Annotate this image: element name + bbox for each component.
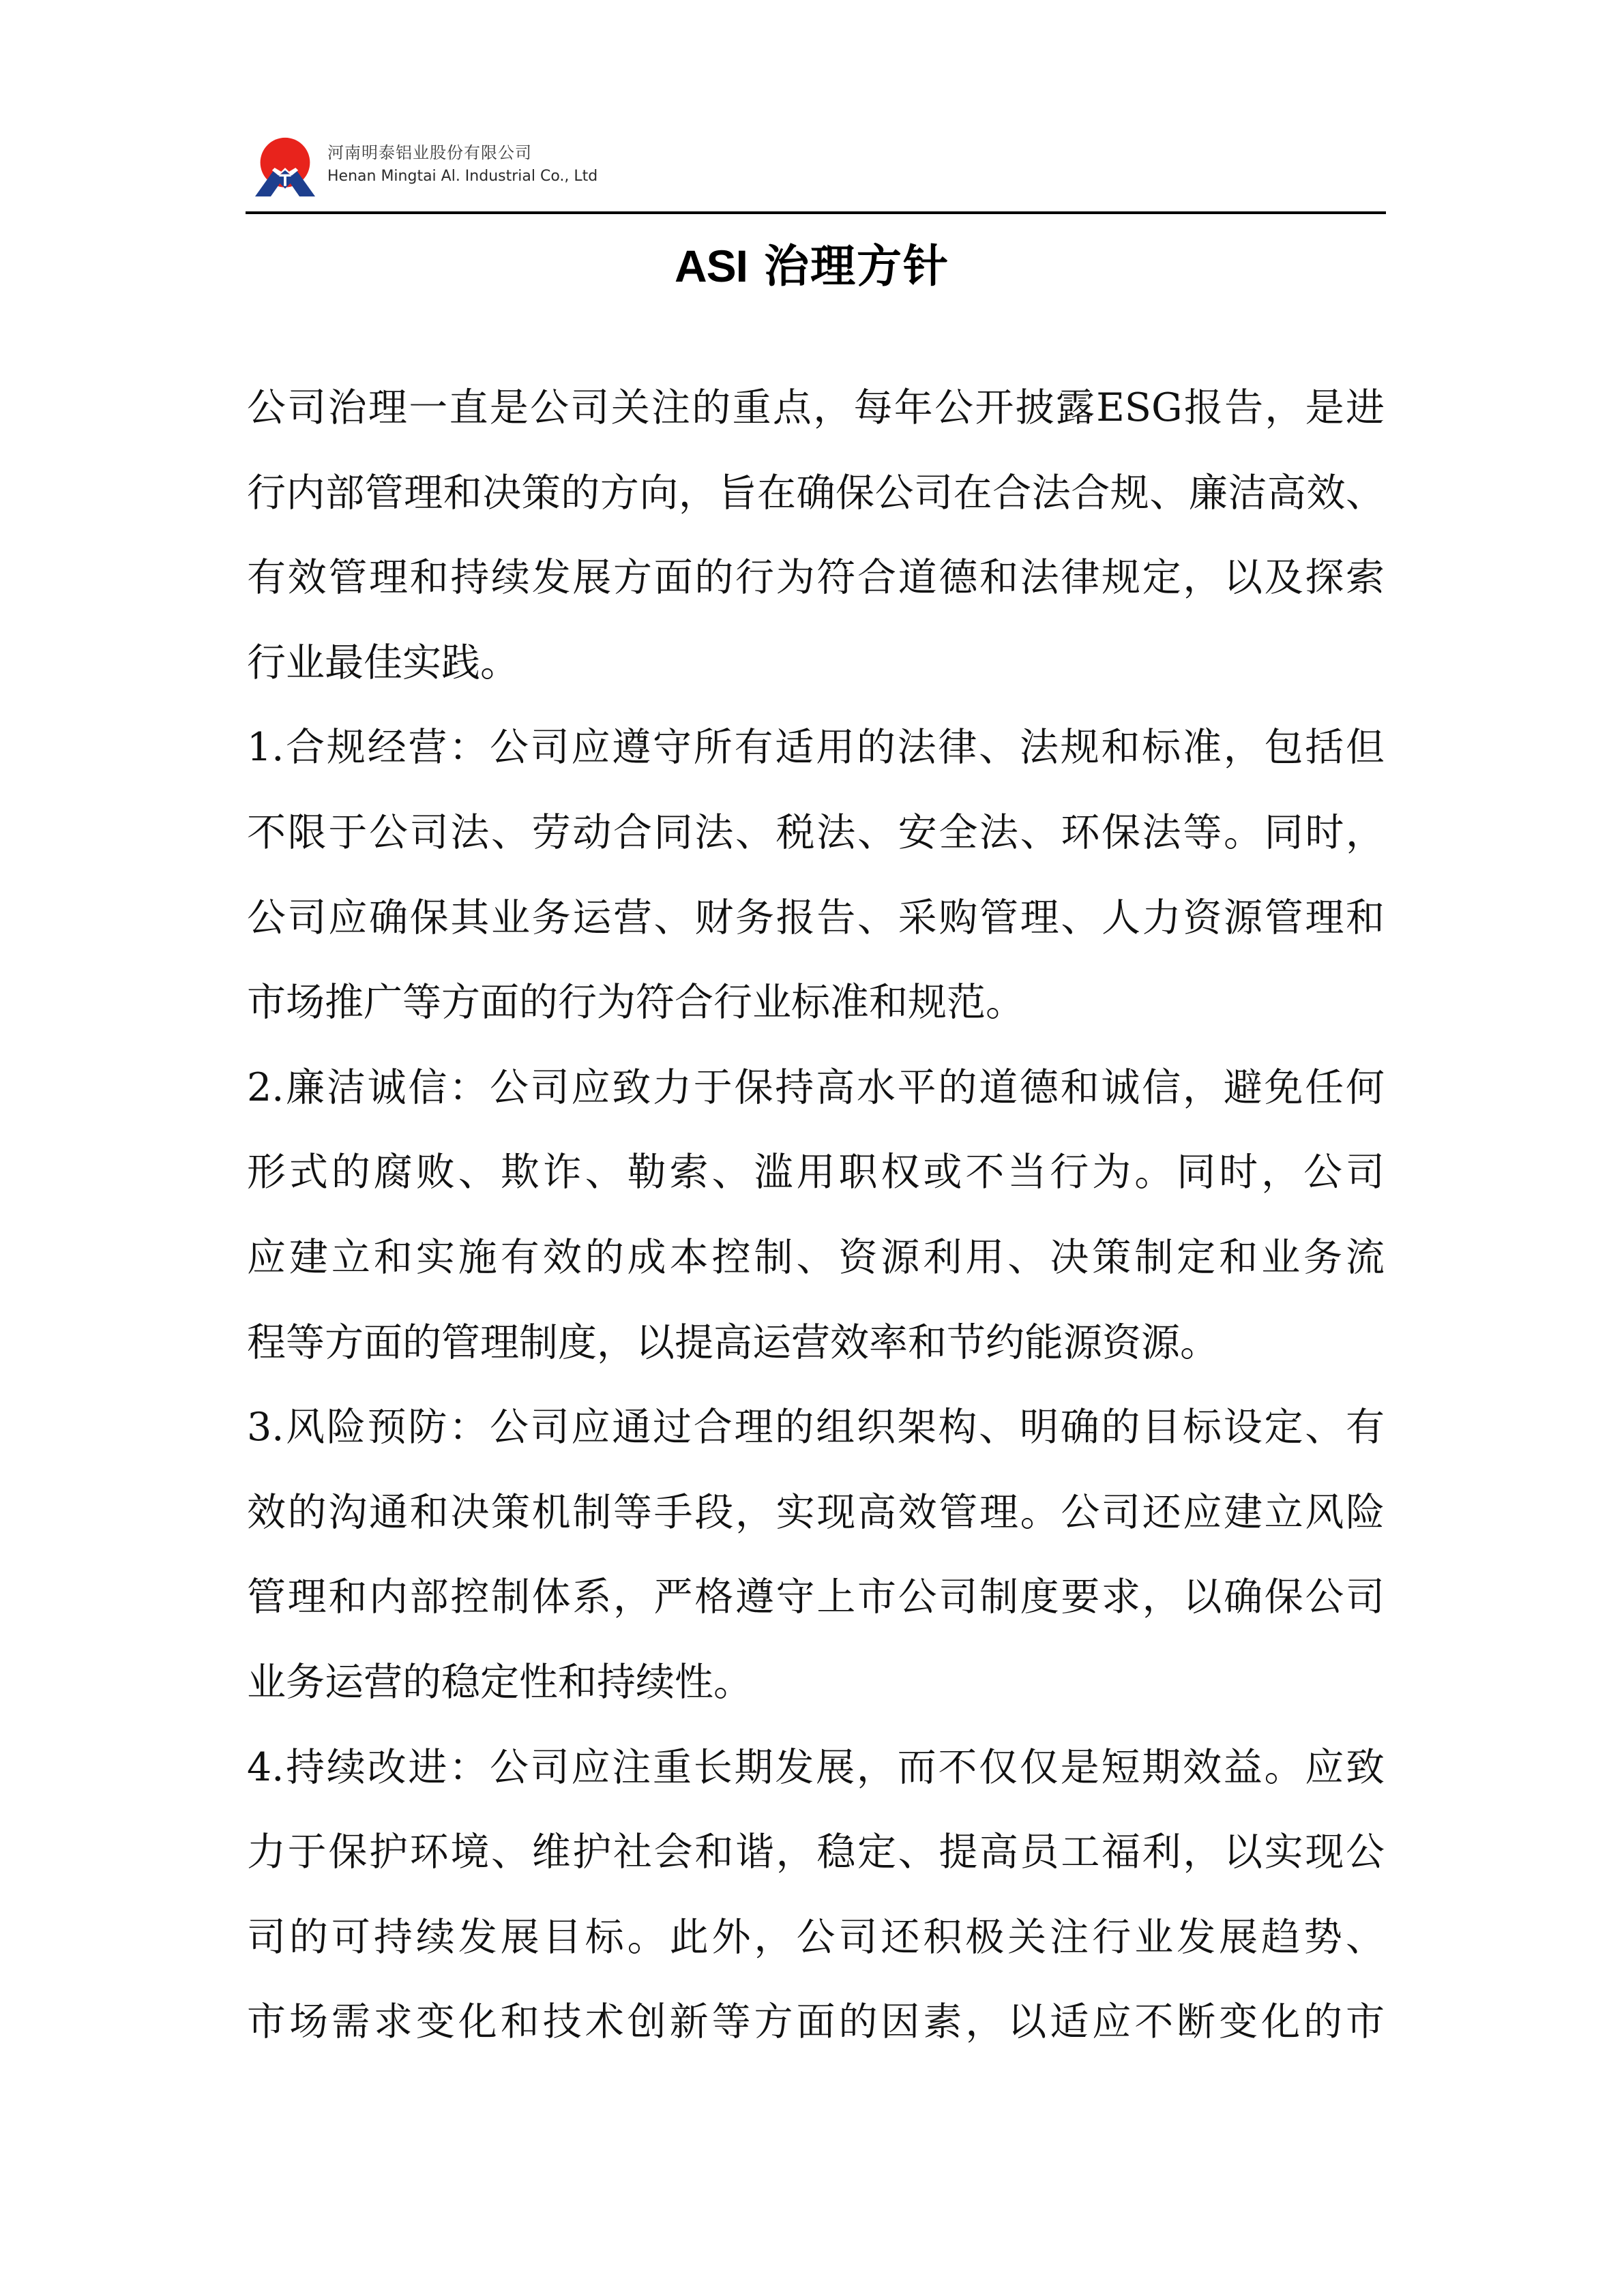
page-title [0, 235, 1624, 297]
body-text-line: 力于保护环境、维护社会和谐，稳定、提高员工福利，以实现公 [247, 1830, 1385, 1875]
body-text-line: 行内部管理和决策的方向，旨在确保公司在合法合规、廉洁高效、 [247, 470, 1385, 516]
title-cjk: 治理方针 [764, 239, 950, 293]
body-text-line: 市场推广等方面的行为符合行业标准和规范。 [247, 980, 1024, 1026]
title-latin: ASI [674, 241, 748, 291]
company-name-cn: 河南明泰铝业股份有限公司 [327, 143, 532, 162]
body-text-line: 公司应确保其业务运营、财务报告、采购管理、人力资源管理和 [247, 895, 1385, 940]
body-text-line: 市场需求变化和技术创新等方面的因素，以适应不断变化的市 [247, 1999, 1385, 2045]
body-text-line: 行业最佳实践。 [247, 640, 519, 685]
document-header [247, 134, 1386, 202]
document-body [247, 377, 1385, 2076]
body-text-line: 管理和内部控制体系，严格遵守上市公司制度要求，以确保公司 [247, 1575, 1385, 1620]
body-text-line: 业务运营的稳定性和持续性。 [247, 1659, 752, 1705]
body-text-line: 有效管理和持续发展方面的行为符合道德和法律规定，以及探索 [247, 555, 1385, 601]
header-divider [246, 211, 1386, 214]
body-text-line: 1.合规经营：公司应遵守所有适用的法律、法规和标准，包括但 [247, 725, 1385, 771]
body-text-line: 应建立和实施有效的成本控制、资源利用、决策制定和业务流 [247, 1234, 1385, 1280]
body-text-line: 2.廉洁诚信：公司应致力于保持高水平的道德和诚信，避免任何 [247, 1064, 1385, 1110]
body-text-line: 司的可持续发展目标。此外，公司还积极关注行业发展趋势、 [247, 1914, 1385, 1960]
company-name-en: Henan Mingtai Al. Industrial Co., Ltd [327, 168, 598, 185]
mingtai-logo-icon [252, 136, 318, 198]
body-text-line: 程等方面的管理制度，以提高运营效率和节约能源资源。 [247, 1320, 1219, 1365]
body-text-line: 不限于公司法、劳动合同法、税法、安全法、环保法等。同时， [247, 809, 1385, 855]
body-text-line: 3.风险预防：公司应通过合理的组织架构、明确的目标设定、有 [247, 1405, 1385, 1450]
body-text-line: 形式的腐败、欺诈、勒索、滥用职权或不当行为。同时，公司 [247, 1150, 1385, 1195]
body-text-line: 4.持续改进：公司应注重长期发展，而不仅仅是短期效益。应致 [247, 1744, 1385, 1790]
body-text-line: 公司治理一直是公司关注的重点，每年公开披露ESG报告，是进 [247, 385, 1385, 430]
body-text-line: 效的沟通和决策机制等手段，实现高效管理。公司还应建立风险 [247, 1489, 1385, 1535]
